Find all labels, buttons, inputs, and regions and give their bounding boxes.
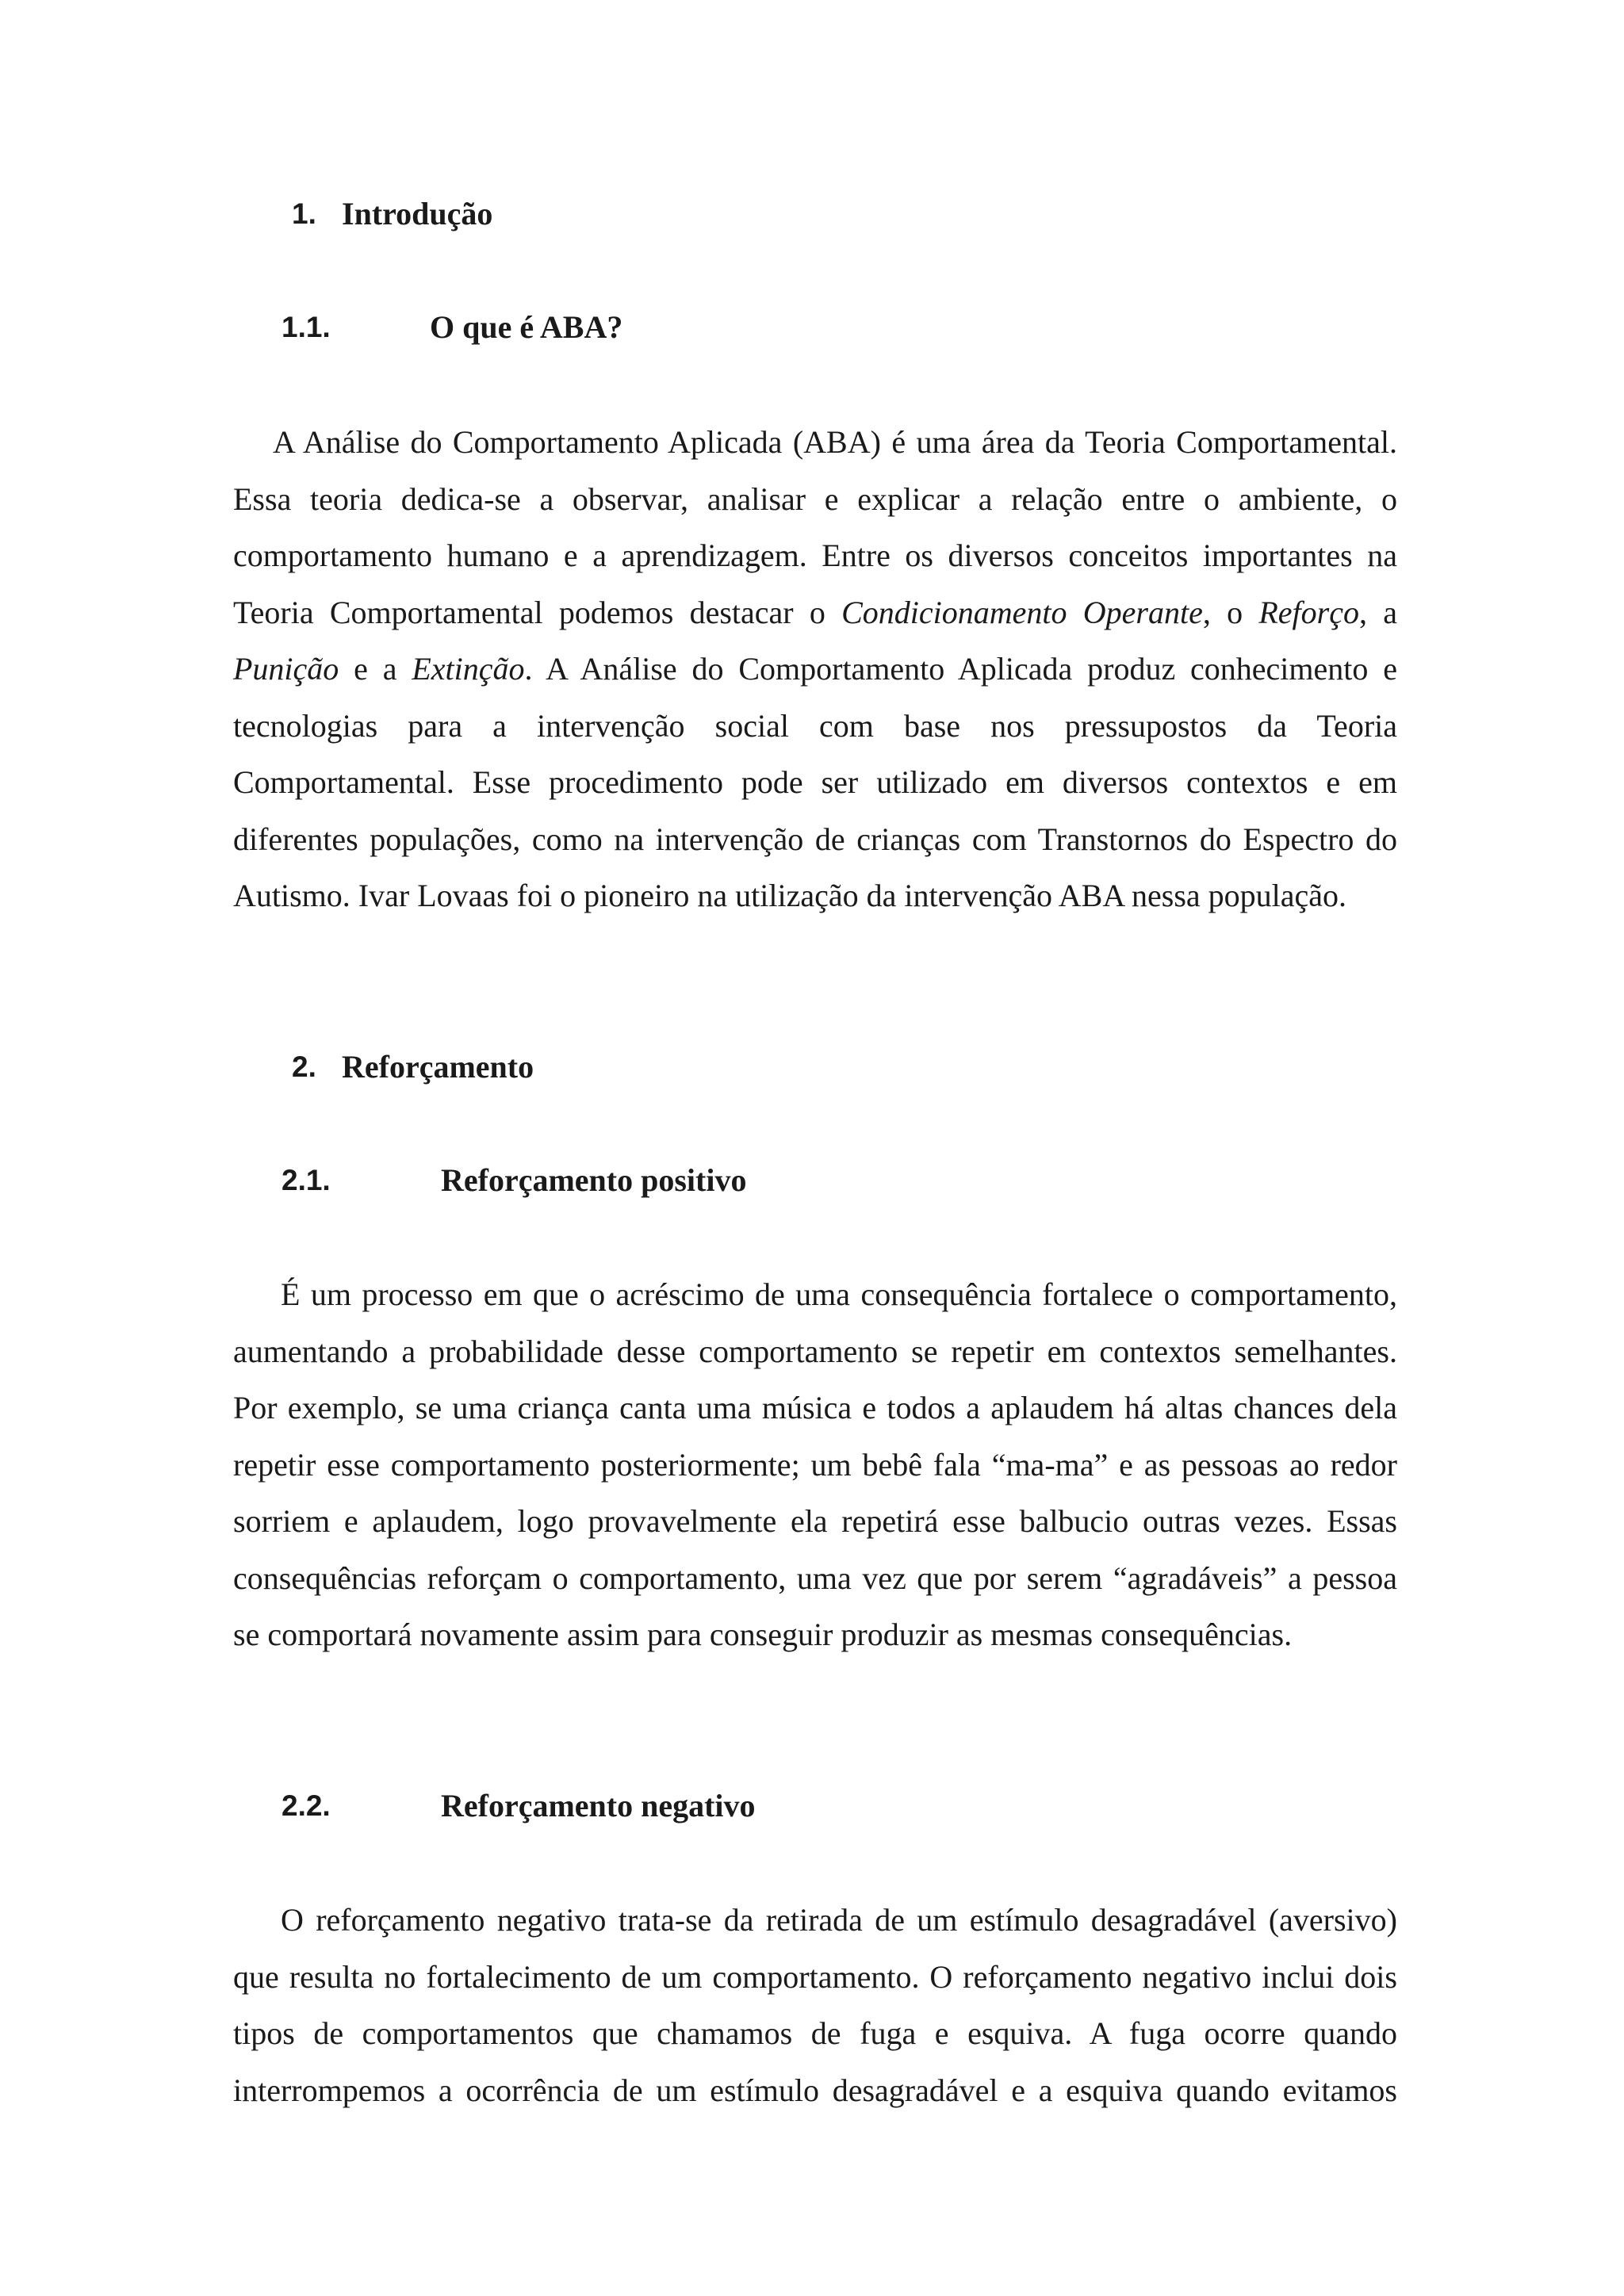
subsection-heading-2-1 [0,1161,1624,1200]
paragraph-intro [233,414,1397,924]
paragraph-text: . A Análise do Comportamento Aplicada produz conhecimento e tecnologias para a intervenção social com base nos pressupostos da Teoria Comportamental. Esse procedimento pode ser utilizado em diversos contextos e em diferentes populações, como na intervenção de crianças com Transtornos do Espectro do Autismo. Ivar Lovaas foi o pioneiro na utilização da intervenção ABA nessa população. [233,651,1397,913]
italic-term: Reforço [1258,594,1359,630]
paragraph-text: e a [339,651,412,687]
paragraph-text: , a [1358,594,1397,630]
section-title: Reforçamento [342,1049,534,1085]
subsection-number: 1.1. [282,311,331,343]
italic-term: Condicionamento Operante [841,594,1203,630]
section-number: 2. [292,1050,316,1083]
paragraph-text: , o [1202,594,1259,630]
paragraph-negative-reinforcement [233,1892,1397,2118]
section-title: Introdução [342,196,493,232]
subsection-heading-1-1 [0,308,1624,346]
section-heading-2 [0,1048,1624,1086]
subsection-title: O que é ABA? [430,309,623,345]
subsection-number: 2.1. [282,1164,331,1196]
paragraph-text: É um processo em que o acréscimo de uma consequência fortalece o comportamento, aumentando a probabilidade desse comportamento se repetir em contextos semelhantes. Por exemplo, se uma criança canta uma música e todos a aplaudem há altas chances dela repetir esse comportamento posteriormente; um bebê fala “ma-ma” e as pessoas ao redor sorriem e aplaudem, logo provavelmente ela repetirá esse balbucio outras vezes. Essas consequências reforçam o comportamento, uma vez que por serem “agradáveis” a pessoa se comportará novamente assim para conseguir produzir as mesmas consequências. [233,1276,1397,1652]
paragraph-text: A Análise do Comportamento Aplicada (ABA) é uma área da Teoria Comportamental. Essa teoria dedica-se a observar, analisar e explicar a relação entre o ambiente, o comportamento humano e a aprendizagem. Entre os diversos conceitos importantes na Teoria Comportamental podemos destacar o [233,424,1397,630]
italic-term: Punição [233,651,339,687]
paragraph-positive-reinforcement [233,1266,1397,1663]
paragraph-text: O reforçamento negativo trata-se da retirada de um estímulo desagradável (aversivo) que resulta no fortalecimento de um comportamento. O reforçamento negativo inclui dois tipos de comportamentos que chamamos de fuga e esquiva. A fuga ocorre quando interrompemos a ocorrência de um estímulo desagradável e a esquiva quando evitamos [233,1902,1397,2108]
subsection-title: Reforçamento positivo [441,1162,747,1198]
subsection-heading-2-2 [0,1787,1624,1825]
section-heading-1 [0,195,1624,233]
subsection-number: 2.2. [282,1789,331,1822]
italic-term: Extinção [412,651,525,687]
subsection-title: Reforçamento negativo [441,1788,756,1823]
section-number: 1. [292,197,316,230]
